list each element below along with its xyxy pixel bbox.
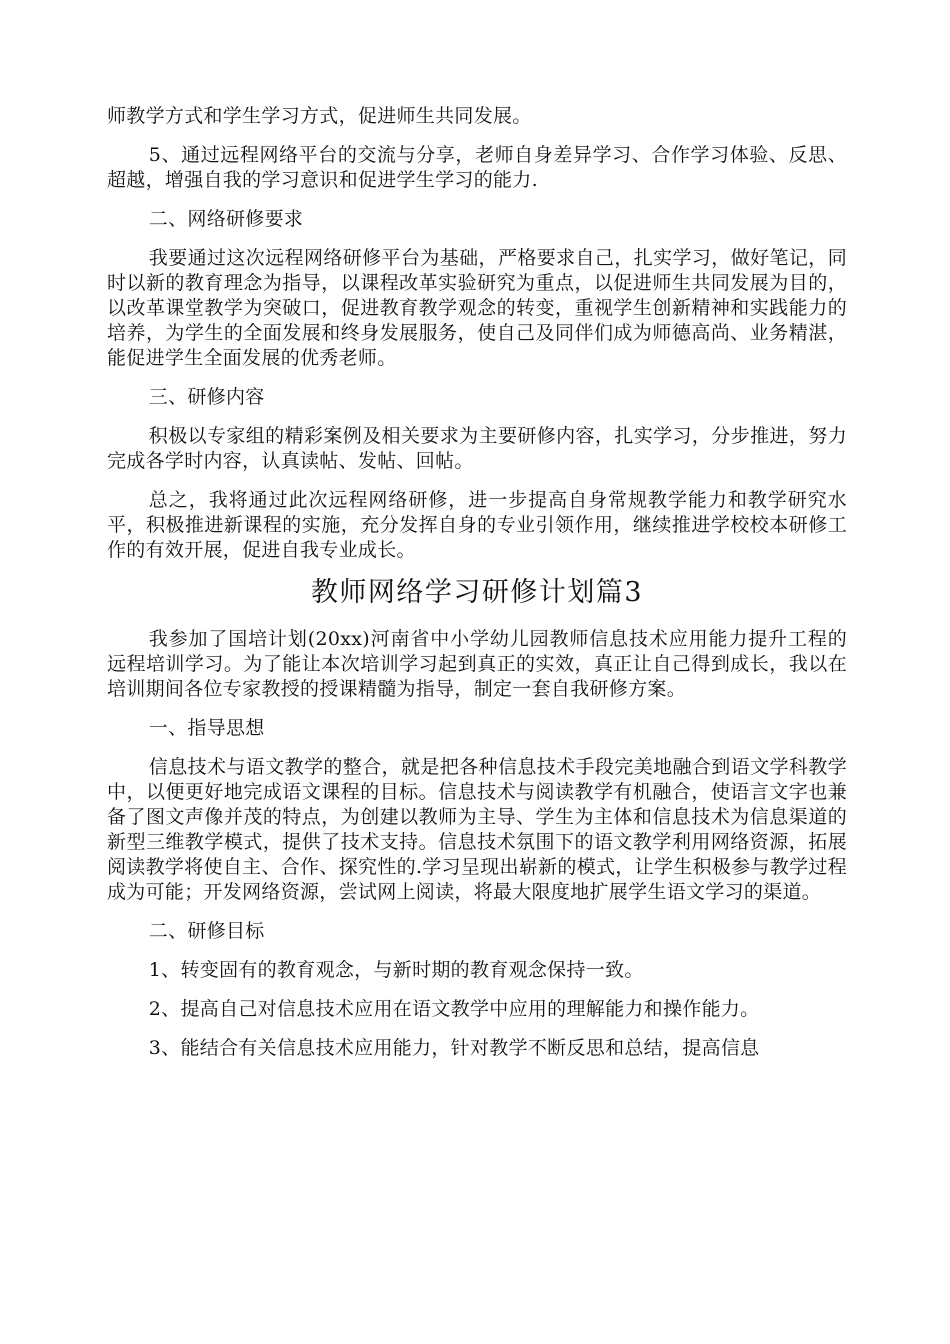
goal-item-1: 1、转变固有的教育观念，与新时期的教育观念保持一致。 bbox=[148, 959, 644, 981]
paragraph-item-5: 5、通过远程网络平台的交流与分享，老师自身差异学习、合作学习体验、反思、超越，增强自我的学习意识和促进学生学习的能力. bbox=[107, 144, 847, 191]
paragraph-continuation: 师教学方式和学生学习方式，促进师生共同发展。 bbox=[107, 105, 532, 127]
heading-network-requirements: 二、网络研修要求 bbox=[148, 208, 304, 230]
heading-content: 三、研修内容 bbox=[148, 386, 265, 408]
goal-item-2: 2、提高自己对信息技术应用在语文教学中应用的理解能力和操作能力。 bbox=[148, 998, 760, 1020]
paragraph-summary: 总之，我将通过此次远程网络研修，进一步提高自身常规教学能力和教学研究水平，积极推进新课程的实施，充分发挥自身的专业引领作用，继续推进学校校本研修工作的有效开展，促进自我专业成长。 bbox=[107, 489, 847, 561]
section-title: 教师网络学习研修计划篇3 bbox=[310, 577, 644, 608]
paragraph-ideology: 信息技术与语文教学的整合，就是把各种信息技术手段完美地融合到语文学科教学中，以便更好地完成语文课程的目标。信息技术与阅读教学有机融合，使语言文字也兼备了图文声像并茂的特点，为创建以教师为主导、学生为主体和信息技术为信息渠道的新型三维教学模式，提供了技术支持。信息技术氛围下的语文教学利用网络资源，拓展阅读教学将使自主、合作、探究性的.学习呈现出崭新的模式，让学生积极参与教学过程成为可能；开发网络资源，尝试网上阅读，将最大限度地扩展学生语文学习的渠道。 bbox=[107, 756, 847, 903]
paragraph-requirements: 我要通过这次远程网络研修平台为基础，严格要求自己，扎实学习，做好笔记，同时以新的教育理念为指导，以课程改革实验研究为重点，以促进师生共同发展为目的，以改革课堂教学为突破口，促进教育教学观念的转变，重视学生创新精神和实践能力的培养，为学生的全面发展和终身发展服务，使自己及同伴们成为师德高尚、业务精湛，能促进学生全面发展的优秀老师。 bbox=[107, 247, 847, 369]
paragraph-intro: 我参加了国培计划(20xx)河南省中小学幼儿园教师信息技术应用能力提升工程的远程培训学习。为了能让本次培训学习起到真正的实效，真正让自己得到成长，我以在培训期间各位专家教授的授课精髓为指导，制定一套自我研修方案。 bbox=[107, 628, 847, 700]
heading-guiding-ideology: 一、指导思想 bbox=[148, 717, 265, 739]
goal-item-3: 3、能结合有关信息技术应用能力，针对教学不断反思和总结，提高信息 bbox=[148, 1037, 760, 1059]
paragraph-content: 积极以专家组的精彩案例及相关要求为主要研修内容，扎实学习，分步推进，努力完成各学时内容，认真读帖、发帖、回帖。 bbox=[107, 425, 847, 472]
heading-goals: 二、研修目标 bbox=[148, 920, 265, 942]
document-page bbox=[107, 104, 847, 1061]
